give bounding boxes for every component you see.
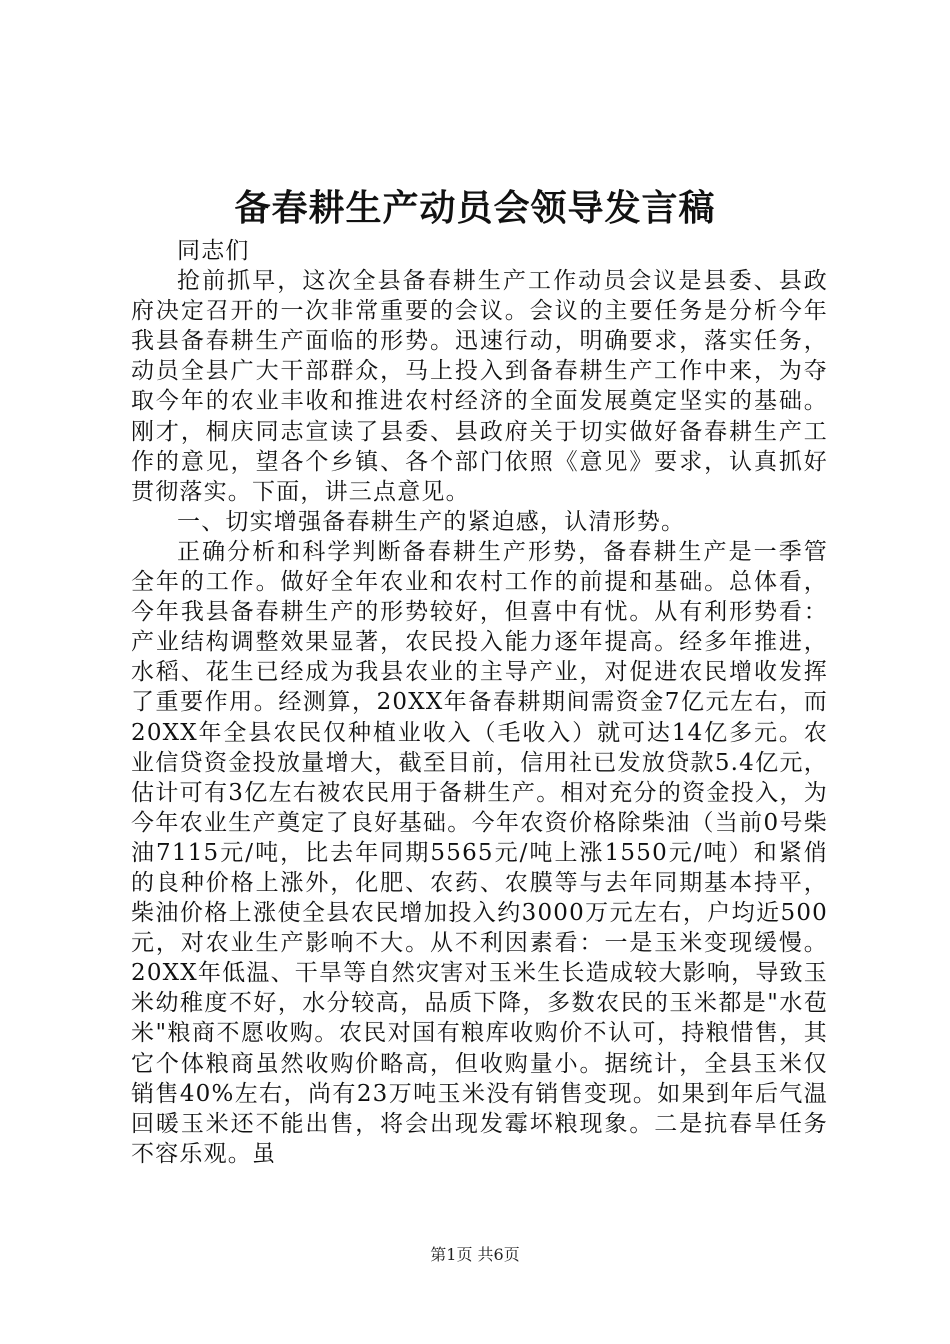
document-body <box>131 236 828 1169</box>
document-title: 备春耕生产动员会领导发言稿 <box>234 187 716 229</box>
section-heading-1: 一、切实增强备春耕生产的紧迫感，认清形势。 <box>177 508 686 535</box>
paragraph-situation: 正确分析和科学判断备春耕生产形势，备春耕生产是一季管全年的工作。做好全年农业和农村工作的前提和基础。总体看，今年我县备春耕生产的形势较好，但喜中有忧。从有利形势看：产业结构调整效果显著，农民投入能力逐年提高。经多年推进，水稻、花生已经成为我县农业的主导产业，对促进农民增收发挥了重要作用。经测算，20XX年备春耕期间需资金7亿元左右，而20XX年全县农民仅种植业收入（毛收入）就可达14亿多元。农业信贷资金投放量增大，截至目前，信用社已发放贷款5.4亿元，估计可有3亿左右被农民用于备耕生产。相对充分的资金投入，为今年农业生产奠定了良好基础。今年农资价格除柴油（当前0号柴油7115元/吨，比去年同期5565元/吨上涨1550元/吨）和紧俏的良种价格上涨外，化肥、农药、农膜等与去年同期基本持平，柴油价格上涨使全县农民增加投入约3000万元左右，户均近500元，对农业生产影响不大。从不利因素看：一是玉米变现缓慢。20XX年低温、干旱等自然灾害对玉米生长造成较大影响，导致玉米幼稚度不好，水分较高，品质下降，多数农民的玉米都是"水苞米"粮商不愿收购。农民对国有粮库收购价不认可，持粮惜售，其它个体粮商虽然收购价略高，但收购量小。据统计，全县玉米仅销售40%左右，尚有23万吨玉米没有销售变现。如果到年后气温回暖玉米还不能出售，将会出现发霉坏粮现象。二是抗春旱任务不容乐观。虽 <box>131 538 828 1167</box>
salutation: 同志们 <box>177 238 250 264</box>
paragraph-opening: 抢前抓早，这次全县备春耕生产工作动员会议是县委、县政府决定召开的一次非常重要的会议。会议的主要任务是分析今年我县备春耕生产面临的形势。迅速行动，明确要求，落实任务，动员全县广大干部群众，马上投入到备春耕生产工作中来，为夺取今年的农业丰收和推进农村经济的全面发展奠定坚实的基础。刚才，桐庆同志宣读了县委、县政府关于切实做好备春耕生产工作的意见，望各个乡镇、各个部门依照《意见》要求，认真抓好贯彻落实。下面，讲三点意见。 <box>131 268 828 505</box>
page-indicator: 第1页 共6页 <box>430 1245 520 1264</box>
